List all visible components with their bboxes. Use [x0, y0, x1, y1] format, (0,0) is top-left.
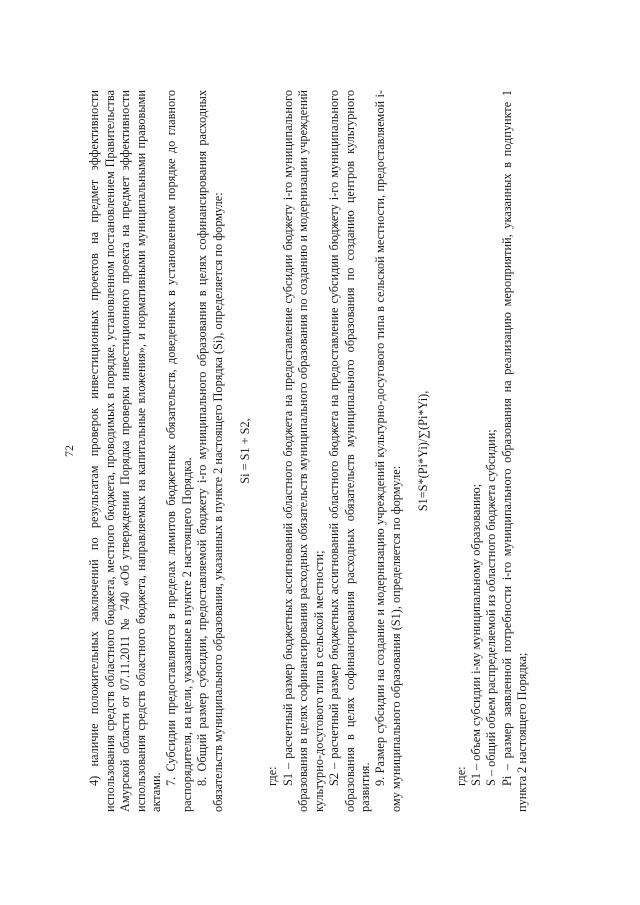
formula-s1: S1=S*(Pi*Yi)/∑(Pi*Yi), [416, 390, 431, 512]
paragraph-item-8: 8. Общий размер субсидии, предоставляемой бюджету i-го муниципального образования в целях софинансирования расходных обязательств муниципального образования, указанных в пункте 2 настоящего Порядка (Si), определяется по формуле: [195, 90, 225, 812]
def-s: S – общий объем распределяемой из областного бюджета субсидии; [484, 429, 499, 786]
where-label: где: [265, 766, 280, 786]
def-pi: Pi – размер заявленной потребности i-го муниципального образования на реализацию мероприятий, указанных в подпункте 1 пункта 2 настоящего Порядка; [499, 90, 530, 812]
document-page [40, 52, 600, 852]
s1-definition: S1 – расчетный размер бюджетных ассигнований областного бюджета на предоставление субсидии бюджету i-го муниципального образования в целях софинансирования расходных обязательств муниципального образования по созданию и модернизации учреждений культурно-досугового типа в сельской местности; [280, 90, 326, 812]
where-label-2: где: [453, 766, 468, 786]
formula-si: Si = S1 + S2, [238, 418, 253, 484]
s2-definition: S2 – расчетный размер бюджетных ассигнований областного бюджета на предоставление субсидии бюджету i-го муниципального образования в целях софинансирования расходных обязательств муниципального образования по созданию центров культурного развития. [327, 90, 372, 812]
def-s1: S1 – объем субсидии i-му муниципальному образованию; [468, 483, 483, 786]
paragraph-item-9: 9. Размер субсидии на создание и модернизацию учреждений культурно-досугового типа в сельской местности, предоставляемой i-ому муниципального образования (S1), определяется по формуле: [373, 90, 403, 812]
page-number: 72 [62, 445, 76, 457]
paragraph-item-7: 7. Субсидии предоставляются в пределах лимитов бюджетных обязательств, доведенных в установленном порядке до главного распорядителя, на цели, указанные в пункте 2 настоящего Порядка. [164, 90, 194, 812]
paragraph-item-4: 4) наличие положительных заключений по результатам проверок инвестиционных проектов на предмет эффективности использования средств областного бюджета, местного бюджета, проводимых в порядке, установленном постановлением Правительства Амурской области от 07.11.2011 № 740 «Об утверждении Порядка проверки инвестиционного проекта на предмет эффективности использования средств областного бюджета, направляемых на капитальные вложения», и нормативными муниципальными правовыми актами. [87, 90, 164, 812]
